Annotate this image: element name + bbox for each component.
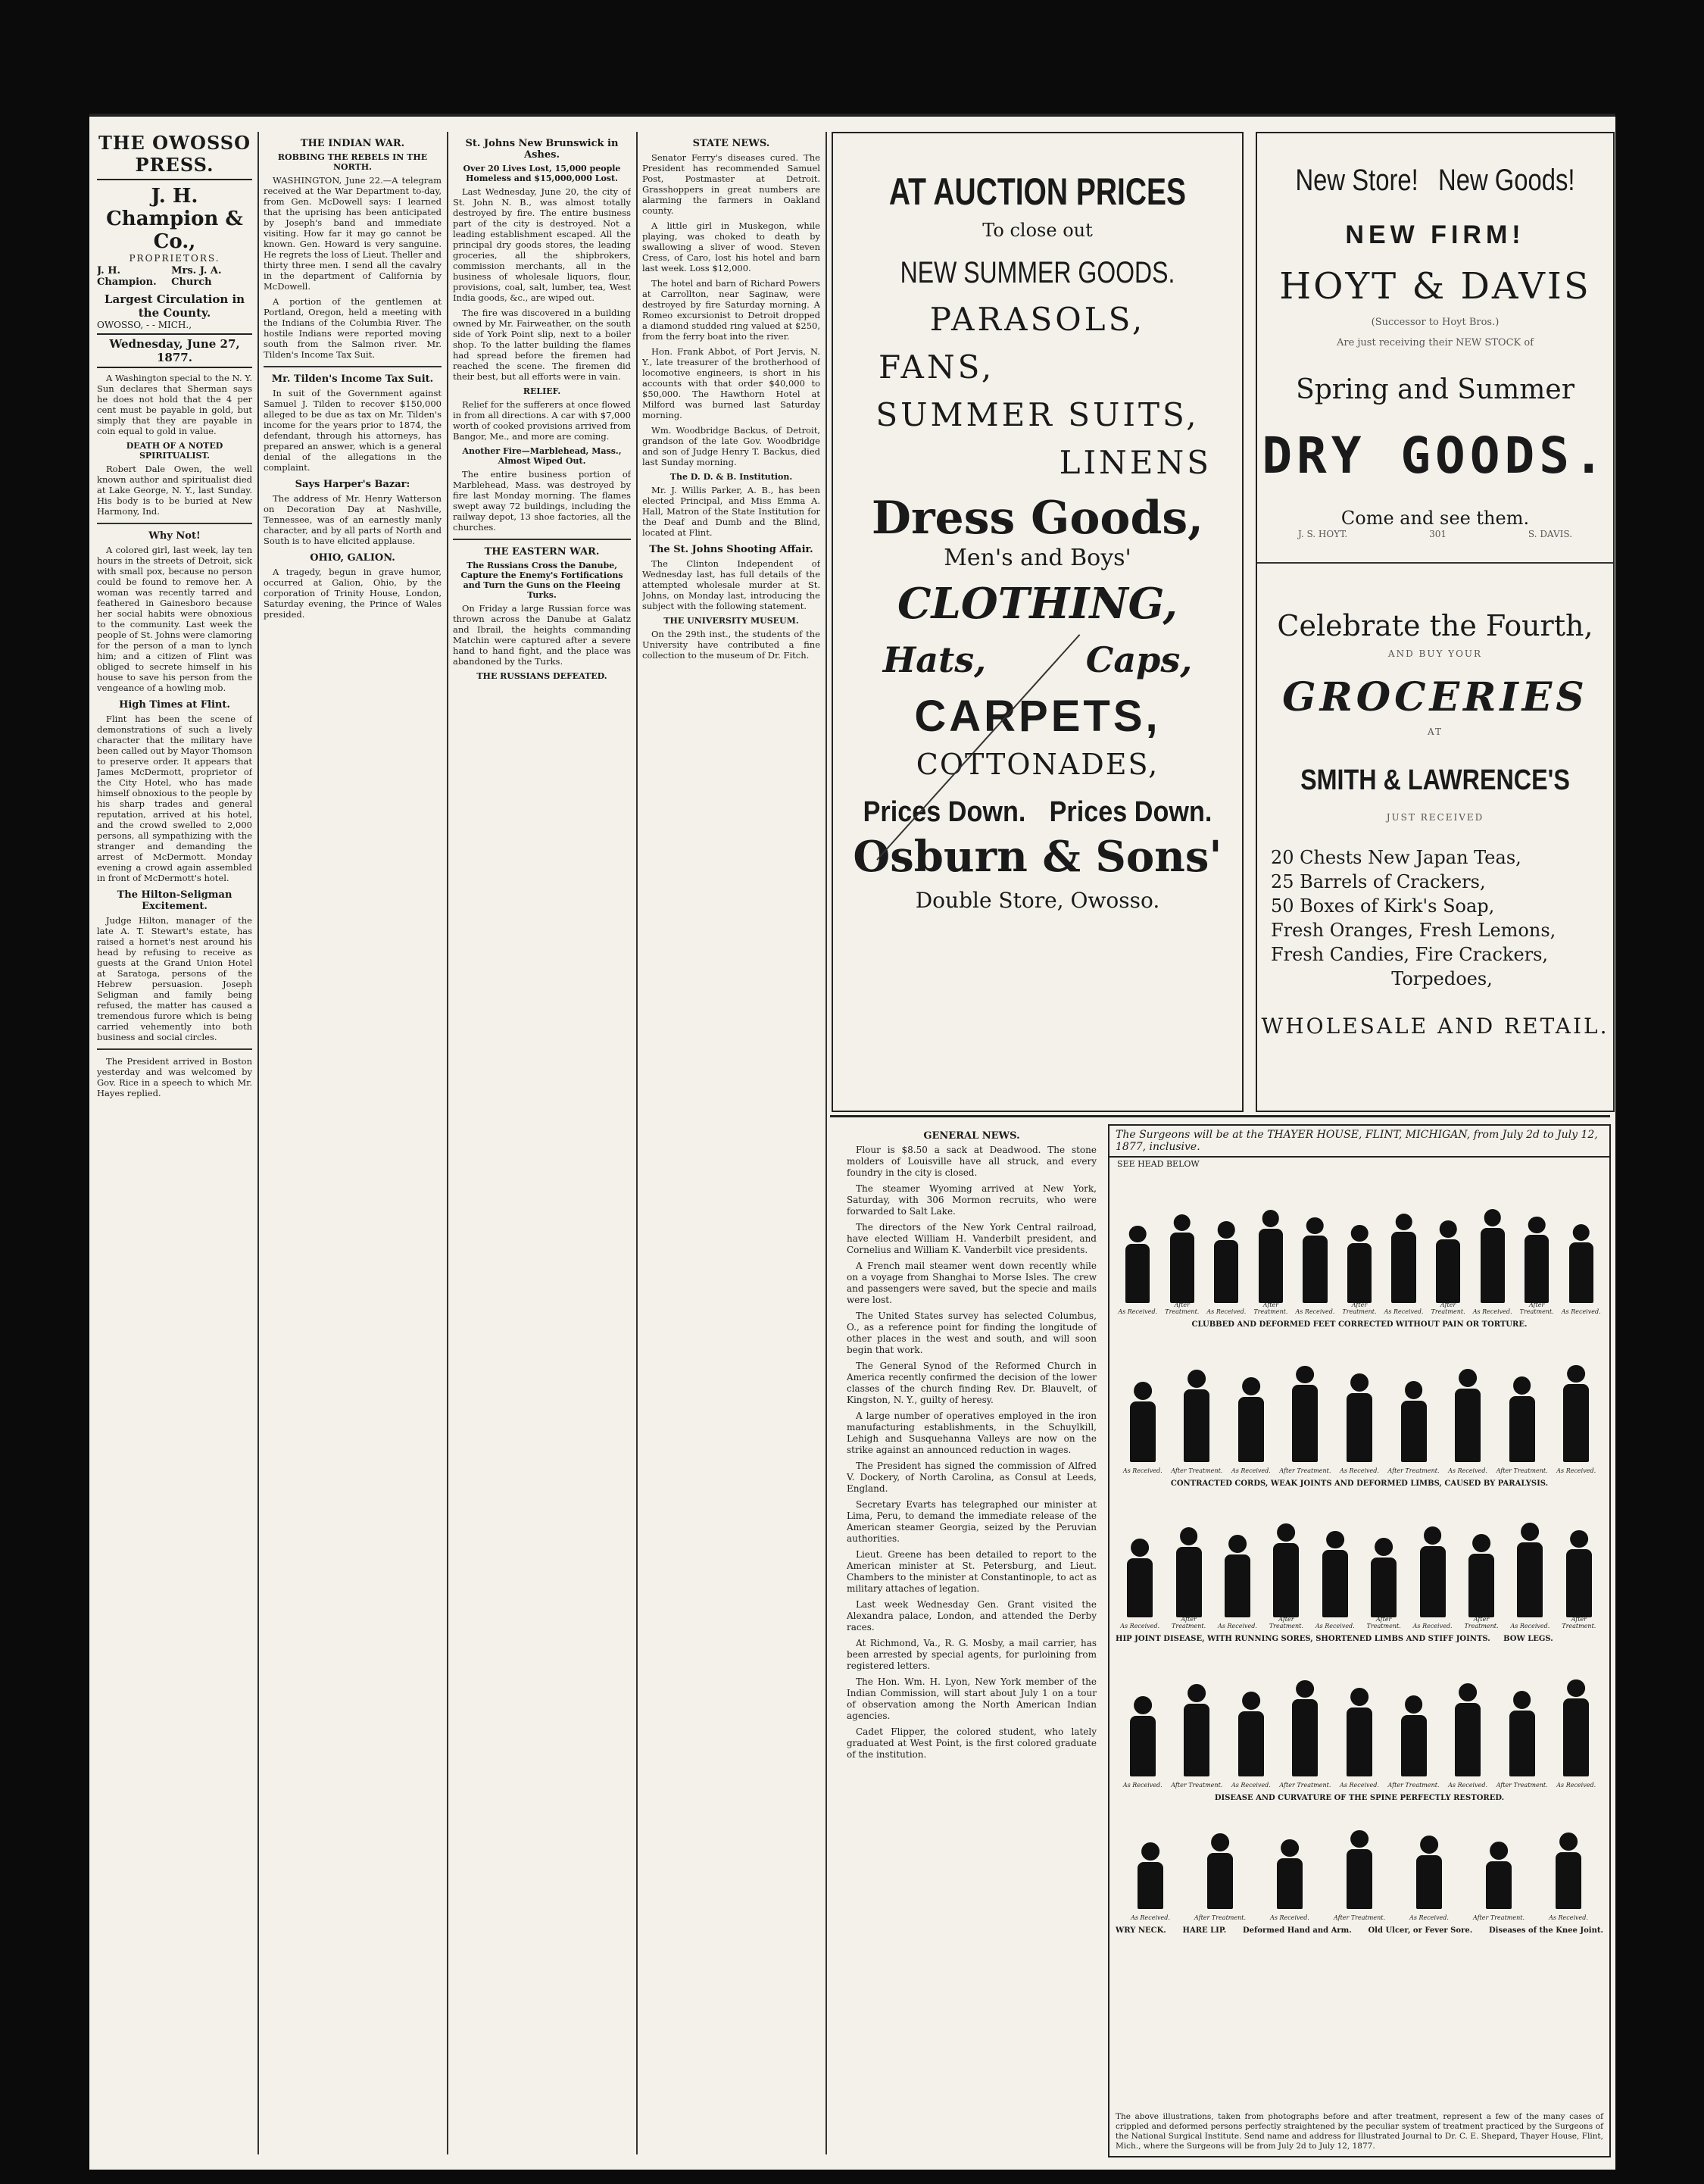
caption-band-3 (1116, 1629, 1603, 1643)
smith-groceries: GROCERIES (1282, 674, 1588, 720)
patient-figure (1391, 1232, 1415, 1303)
figure-label: After Treatment. (1333, 1914, 1386, 1921)
figure-label: After Treatment. (1279, 1467, 1331, 1474)
scan-border-left (0, 0, 89, 2184)
patient-figure (1509, 1396, 1535, 1462)
figure-label: As Received. (1218, 1623, 1257, 1629)
figure-label: As Received. (1556, 1467, 1596, 1474)
auction-goods: NEW SUMMER GOODS. (900, 256, 1175, 289)
auction-clothing: CLOTHING, (897, 579, 1178, 629)
patient-figure (1468, 1554, 1494, 1617)
patient-figure (1556, 1852, 1581, 1909)
patient-head (1350, 1373, 1369, 1392)
general-news-item: Lieut. Greene has been detailed to report to the American minister at St. Petersburg, and Lieut. Chambers to the minister at Constantinople, to act as military attaches of legation. (847, 1549, 1097, 1594)
patient-figure (1420, 1546, 1446, 1617)
patient-figure (1347, 1849, 1372, 1909)
column-rule-2 (447, 132, 448, 2154)
general-news-item: The directors of the New York Central railroad, have elected William H. Vanderbilt president, and Cornelius and William K. Vanderbilt vice presidents. (847, 1222, 1097, 1255)
surgeons-ad (1108, 1124, 1611, 2157)
figure-label: After Treatment. (1387, 1467, 1440, 1474)
caption-paralysis: CONTRACTED CORDS, WEAK JOINTS AND DEFORMED LIMBS, CAUSED BY PARALYSIS. (1170, 1479, 1549, 1488)
general-news-item: The United States survey has selected Columbus, O., as a reference point for finding the longitude of other places in the west and south, and will soon begin that work. (847, 1311, 1097, 1355)
state-news-body-3: The hotel and barn of Richard Powers at Carrollton, near Saginaw, were destroyed by fire Saturday morning. A Romeo excursionist to Detroit dropped a diamond studded ring valued at $250, from the ferry boat into the river. (642, 278, 820, 342)
stjohn-fire-sub: Over 20 Lives Lost, 15,000 people Homeless and $15,000,000 Lost. (463, 164, 621, 183)
figure-label: As Received. (1556, 1782, 1596, 1789)
hoyt-davis-ad (1256, 132, 1615, 1112)
patient-head (1572, 1224, 1590, 1242)
hoyt-spring: Spring and Summer (1296, 374, 1574, 405)
figure-label: As Received. (1340, 1782, 1379, 1789)
figure-label: As Received. (1340, 1467, 1379, 1474)
marblehead-body: The entire business portion of Marblehead, Mass. was destroyed by fire last Monday morning. The flames swept away 72 buildings, including the railway depot, 13 shoe factories, all the churches. (453, 469, 631, 533)
caption-hip (1116, 1635, 1603, 1643)
caption-spine: DISEASE AND CURVATURE OF THE SPINE PERFECTLY RESTORED. (1214, 1794, 1505, 1802)
figure-band-misc (1116, 1808, 1603, 1921)
figure-label: As Received. (1510, 1623, 1550, 1629)
hoyt-signatures (1257, 529, 1613, 539)
smith-and-buy: AND BUY YOUR (1387, 648, 1483, 659)
patient-head (1405, 1695, 1423, 1714)
patient-head (1277, 1523, 1295, 1542)
hilton-heading: The Hilton-Seligman Excitement. (117, 889, 233, 912)
patient-head (1567, 1365, 1585, 1383)
patient-figure (1322, 1550, 1348, 1617)
patient-head (1459, 1369, 1477, 1387)
figure-label: After Treatment. (1472, 1914, 1525, 1921)
general-news-item: Secretary Evarts has telegraphed our minister at Lima, Peru, to demand the immediate release of the American steamer Georgia, seized by the Peruvian authorities. (847, 1499, 1097, 1544)
patient-head (1472, 1534, 1490, 1552)
caption-band-4 (1116, 1789, 1603, 1802)
hilton-body: Judge Hilton, manager of the late A. T. Stewart's estate, has raised a hornet's nest around his head by refusing to receive as guests at the Grand Union Hotel at Saratoga, persons of the Hebrew persuasion. Joseph Seligman and family being refused, the matter has caused a tremendous furore which is being carried vehemently into both business and social circles. (97, 915, 252, 1042)
figure-label: After Treatment. (1171, 1467, 1223, 1474)
patient-head (1242, 1692, 1260, 1710)
patient-figure (1184, 1704, 1209, 1776)
auction-caps: Caps, (1085, 639, 1193, 680)
smith-lawrence-name: SMITH & LAWRENCE'S (1300, 764, 1570, 796)
smith-wholesale: WHOLESALE AND RETAIL. (1261, 1014, 1609, 1039)
general-news-item: Cadet Flipper, the colored student, who lately graduated at West Point, is the first colored graduate of the institution. (847, 1726, 1097, 1760)
smith-item: 50 Boxes of Kirk's Soap, (1271, 895, 1495, 917)
column-rule-1 (257, 132, 259, 2154)
patient-figure (1176, 1547, 1202, 1617)
patient-head (1570, 1530, 1588, 1548)
patient-head (1351, 1225, 1369, 1242)
stjohns-shooting-body: The Clinton Independent of Wednesday last, has full details of the attempted wholesale murder at St. Johns, on Monday last, introducing the subject with the following statement. (642, 558, 820, 611)
patient-head (1424, 1526, 1442, 1545)
general-news-item: The Hon. Wm. H. Lyon, New York member of the Indian Commission, will start about July 1 on a tour of observation among the North American Indian agencies. (847, 1676, 1097, 1721)
patient-head (1440, 1220, 1457, 1238)
patient-figure (1273, 1543, 1299, 1617)
figure-label: After Treatment. (1519, 1301, 1554, 1315)
patient-head (1242, 1377, 1260, 1395)
figure-label: As Received. (1231, 1467, 1271, 1474)
general-news-item: Flour is $8.50 a sack at Deadwood. The stone molders of Louisville have all struck, and every foundry in the city is closed. (847, 1145, 1097, 1178)
death-body: Robert Dale Owen, the well known author and spiritualist died at Lake George, N. Y., last Sunday. His body is to be buried at New Harmony, Ind. (97, 464, 252, 517)
auction-prices-left: Prices Down. (863, 796, 1026, 828)
caption-deformed-hand: Deformed Hand and Arm. (1243, 1926, 1352, 1935)
patient-figure (1170, 1233, 1194, 1303)
patient-head (1134, 1382, 1152, 1400)
patient-head (1513, 1376, 1531, 1395)
patient-figure (1563, 1384, 1589, 1462)
dd-institution-heading: The D. D. & B. Institution. (669, 472, 793, 482)
dd-institution-body: Mr. J. Willis Parker, A. B., has been elected Principal, and Miss Emma A. Hall, Matron of the State Institution for the Deaf and Dumb and the Blind, located at Flint. (642, 485, 820, 538)
figure-label: After Treatment. (1194, 1914, 1247, 1921)
figure-label: As Received. (1118, 1308, 1158, 1315)
patient-figure (1509, 1711, 1535, 1776)
patient-figure (1130, 1716, 1156, 1776)
hoyt-receiving: Are just receiving their NEW STOCK of (1336, 337, 1534, 348)
patient-head (1326, 1531, 1344, 1549)
patient-figure (1303, 1236, 1327, 1303)
figure-label: After Treatment. (1496, 1467, 1548, 1474)
article-intro (97, 373, 252, 436)
newspaper-page (89, 114, 1615, 2170)
smith-item: Torpedoes, (1391, 968, 1493, 989)
patient-head (1187, 1370, 1206, 1388)
general-news (847, 1124, 1097, 1765)
masthead-circulation: Largest Circulation in the County. (104, 292, 245, 320)
auction-subtitle: To close out (982, 220, 1093, 241)
smith-item: 25 Barrels of Crackers, (1271, 871, 1486, 892)
patient-figure (1436, 1239, 1460, 1303)
caption-band-5 (1116, 1921, 1603, 1935)
masthead-proprietors: PROPRIETORS. (129, 253, 220, 264)
high-times-heading: High Times at Flint. (119, 699, 230, 711)
figure-label: As Received. (1561, 1308, 1601, 1315)
patient-head (1297, 1366, 1315, 1384)
patient-figure (1347, 1243, 1372, 1303)
auction-prices-ad (832, 132, 1244, 1112)
patient-figure (1416, 1855, 1442, 1909)
patient-head (1141, 1842, 1159, 1861)
general-news-heading: GENERAL NEWS. (923, 1130, 1020, 1142)
caption-band-1 (1116, 1315, 1603, 1329)
figure-label: As Received. (1409, 1914, 1449, 1921)
masthead-name-1: J. H. Champion. (97, 265, 157, 288)
masthead-publisher: J. H. Champion & Co., (106, 185, 243, 253)
caption-wry-neck: WRY NECK. (1116, 1926, 1166, 1935)
patient-figure (1401, 1715, 1427, 1776)
patient-figure (1569, 1242, 1593, 1303)
patient-figure (1125, 1244, 1150, 1303)
patient-figure (1238, 1397, 1264, 1462)
patient-figure (1566, 1549, 1592, 1617)
column-4 (642, 132, 820, 2162)
masthead-title: THE OWOSSO PRESS. (97, 132, 252, 180)
section-divider (830, 1115, 1610, 1117)
hoyt-dry-goods: DRY GOODS. (1262, 426, 1609, 485)
hoyt-come: Come and see them. (1340, 508, 1530, 529)
patient-head (1559, 1832, 1578, 1851)
figure-label: After Treatment. (1464, 1616, 1499, 1629)
patient-figure (1238, 1711, 1264, 1776)
caption-old-ulcer: Old Ulcer, or Fever Sore. (1368, 1926, 1473, 1935)
auction-fans: FANS, (879, 348, 995, 386)
tilden-body: In suit of the Government against Samuel J. Tilden to recover $150,000 alleged to be due as tax on Mr. Tilden's income for the years prior to 1874, the defendant, through his attorneys, has prepared an answer, which is a general denial of the allegations in the complaint. (264, 388, 442, 473)
figure-band-hip (1116, 1493, 1603, 1629)
patient-head (1490, 1842, 1508, 1860)
hoyt-sig-left: J. S. HOYT. (1297, 529, 1348, 539)
auction-osburn: Osburn & Sons' (853, 832, 1222, 882)
auction-dress-goods: Dress Goods, (871, 492, 1204, 545)
harper-heading: Says Harper's Bazar: (295, 479, 410, 490)
patient-head (1129, 1226, 1147, 1243)
caption-misc (1116, 1926, 1603, 1935)
state-news-body-4: Hon. Frank Abbot, of Port Jervis, N. Y., late treasurer of the brotherhood of locomotive engineers, is short in his accounts with that order $40,000 to $50,000. The Hawthorn Hotel at Milford was burned last Saturday morning. (642, 346, 820, 420)
smith-fourth: Celebrate the Fourth, (1277, 609, 1593, 642)
figure-label: After Treatment. (1269, 1616, 1303, 1629)
patient-figure (1127, 1558, 1153, 1617)
figure-label: As Received. (1131, 1914, 1170, 1921)
auction-hats-caps (833, 639, 1242, 680)
stjohn-fire-heading: St. Johns New Brunswick in Ashes. (465, 138, 619, 161)
figure-label: As Received. (1384, 1308, 1424, 1315)
figure-label: As Received. (1448, 1467, 1488, 1474)
masthead-name-2: Mrs. J. A. Church (171, 265, 222, 288)
figure-label: As Received. (1472, 1308, 1512, 1315)
figure-label: As Received. (1120, 1623, 1160, 1629)
end-note: The President arrived in Boston yesterday and was welcomed by Gov. Rice in a speech to which Mr. Hayes replied. (97, 1056, 252, 1098)
patient-figure (1455, 1389, 1481, 1462)
patient-figure (1371, 1558, 1397, 1617)
russians-defeated-heading: THE RUSSIANS DEFEATED. (476, 671, 607, 681)
hoyt-sig-mid: 301 (1429, 529, 1447, 539)
surgeons-read-below: SEE HEAD BELOW (1117, 1159, 1200, 1169)
university-museum-heading: THE UNIVERSITY MUSEUM. (663, 616, 799, 626)
general-news-item: The General Synod of the Reformed Church in America recently confirmed the decision of the lower classes of the church finding Rev. Dr. Blauvelt, of Kingston, N. Y., guilty of heresy. (847, 1361, 1097, 1405)
figure-label: As Received. (1295, 1308, 1335, 1315)
stjohn-fire-body-2: The fire was discovered in a building owned by Mr. Fairweather, on the south side of York Point slip, next to a boiler shop. To the latter building the flames had spread before the firemen had reached the scene. The firemen did their best, but all efforts were in vain. (453, 308, 631, 382)
hoyt-name: HOYT & DAVIS (1279, 265, 1591, 308)
caption-hip-text: HIP JOINT DISEASE, WITH RUNNING SORES, SHORTENED LIMBS AND STIFF JOINTS. (1116, 1635, 1490, 1643)
caption-bow-legs: BOW LEGS. (1503, 1635, 1553, 1643)
figure-label: As Received. (1412, 1623, 1453, 1629)
patient-figure (1138, 1862, 1163, 1909)
patient-head (1521, 1523, 1539, 1541)
caption-hare-lip: HARE LIP. (1182, 1926, 1227, 1935)
patient-head (1567, 1679, 1585, 1698)
patient-figure (1214, 1240, 1238, 1303)
caption-band-2 (1116, 1474, 1603, 1488)
hoyt-successor: (Successor to Hoyt Bros.) (1371, 317, 1500, 328)
patient-head (1420, 1836, 1438, 1854)
figure-label: After Treatment. (1165, 1301, 1200, 1315)
patient-head (1180, 1527, 1198, 1545)
patient-head (1350, 1688, 1369, 1706)
figure-label: After Treatment. (1366, 1616, 1401, 1629)
patient-head (1228, 1535, 1247, 1553)
hoyt-new-firm: NEW FIRM! (1345, 220, 1525, 249)
scan-border-right (1615, 0, 1704, 2184)
state-news-heading: STATE NEWS. (692, 138, 770, 149)
surgeons-footer: The above illustrations, taken from photographs before and after treatment, represent a few of the many cases of crippled and deformed persons perfectly straightened by the peculiar system of treatment practiced by the Surgeons of the National Surgical Institute. Send name and address for Illustrated Journal to Dr. C. E. Shepard, Thayer House, Flint, Mich., where the Surgeons will be from July 2d to July 12, 1877. (1116, 2112, 1603, 2151)
auction-mens: Men's and Boys' (944, 545, 1131, 571)
marblehead-heading: Another Fire—Marblehead, Mass., Almost Wiped Out. (462, 446, 622, 466)
figure-label: As Received. (1270, 1914, 1309, 1921)
patient-head (1513, 1691, 1531, 1709)
stjohn-fire-body-1: Last Wednesday, June 20, the city of St. John N. B., was almost totally destroyed by fire. The entire business part of the city is destroyed. Not a leading establishment escaped. All the principal dry goods stores, the leading groceries, all the shipbrokers, commission merchants, all in the business of wholesale liquors, flour, provisions, coal, salt, lumber, tea, West India goods, &c., are wiped out. (453, 186, 631, 303)
surgeons-header: The Surgeons will be at the THAYER HOUSE, FLINT, MICHIGAN, from July 2d to July 12, 1877, inclusive. (1109, 1126, 1609, 1158)
scan-border-top (0, 0, 1704, 114)
hoyt-new-store: New Store! (1295, 164, 1418, 197)
indian-war-body-2: A portion of the gentlemen at Portland, Oregon, held a meeting with the Indians of the Columbia River. The hostile Indians were reported moving south from the Salmon river. Mr. Tilden's Income Tax Suit. (264, 296, 442, 360)
patient-figure (1347, 1708, 1372, 1777)
figure-label: As Received. (1231, 1782, 1271, 1789)
state-news-body-2: A little girl in Muskegon, while playing, was choked to death by swallowing a sliver of wood. Steven Cress, of Caro, lost his hotel and barn last week. Loss $12,000. (642, 220, 820, 273)
column-2 (264, 132, 442, 2162)
patient-head (1405, 1381, 1423, 1399)
masthead-names (97, 265, 252, 288)
patient-head (1375, 1538, 1393, 1556)
masthead-date: Wednesday, June 27, 1877. (97, 333, 252, 368)
figure-label: As Received. (1206, 1308, 1247, 1315)
patient-figure (1481, 1228, 1505, 1303)
patient-head (1306, 1217, 1324, 1235)
patient-figure (1455, 1703, 1481, 1776)
figure-label: After Treatment. (1171, 1782, 1223, 1789)
patient-figure (1225, 1554, 1250, 1617)
general-news-item: The President has signed the commission of Alfred V. Dockery, of North Carolina, as Consul at Leeds, England. (847, 1461, 1097, 1494)
patient-figure (1525, 1235, 1549, 1303)
figure-label: After Treatment. (1562, 1616, 1596, 1629)
why-body: A colored girl, last week, lay ten hours in the streets of Detroit, sick with small pox, because no person could be found to remove her. A woman was recently tarred and feathered in Gainesboro because her social habits were obnoxious to the community. Last week the people of St. Johns were clamoring for the person of a man to lynch him; and a citizen of Flint was obliged to secrete himself in his house to save his person from the vengeance of a howling mob. (97, 545, 252, 693)
indian-war-heading: THE INDIAN WAR. (300, 138, 405, 149)
patient-head (1187, 1684, 1206, 1702)
smith-items (1257, 845, 1613, 991)
eastern-war-sub: The Russians Cross the Danube, Capture the Enemy's Fortifications and Turn the Guns on the Fleeing Turks. (460, 561, 623, 600)
general-news-item: A large number of operatives employed in the iron manufacturing establishments, in the Schuylkill, Lehigh and Susquehanna Valleys are now on the strike against an announced reduction in wages. (847, 1411, 1097, 1455)
auction-carpets: CARPETS, (914, 692, 1161, 741)
ohio-heading: OHIO, GALION. (310, 552, 395, 564)
eastern-war-heading: THE EASTERN WAR. (484, 546, 600, 558)
figure-label: After Treatment. (1496, 1782, 1548, 1789)
auction-parasols: PARASOLS, (929, 301, 1146, 338)
figure-label: As Received. (1549, 1914, 1588, 1921)
column-3 (453, 132, 631, 2162)
death-heading: DEATH OF A NOTED SPIRITUALIST. (126, 441, 223, 461)
patient-figure (1259, 1229, 1283, 1303)
indian-war-body-1: WASHINGTON, June 22.—A telegram received at the War Department to-day, from Gen. McDowell says: I learned that the uprising has been anticipated by Joseph's band and immediate visiting. How far it may go cannot be known. Gen. Howard is very sanguine. He regrets the loss of Lieut. Theller and thirty three men. I send all the cavalry in the department of California by McDowell. (264, 175, 442, 292)
harper-body: The address of Mr. Henry Watterson on Decoration Day at Nashville, Tennessee, was of an earnestly manly character, and by all parts of North and South is to have elicited applause. (264, 493, 442, 546)
patient-figure (1184, 1389, 1209, 1462)
smith-item: Fresh Oranges, Fresh Lemons, (1271, 920, 1556, 941)
smith-item: Fresh Candies, Fire Crackers, (1271, 944, 1549, 965)
relief-heading: RELIEF. (523, 386, 561, 396)
patient-head (1134, 1696, 1152, 1714)
patient-head (1350, 1830, 1369, 1848)
general-news-item: A French mail steamer went down recently while on a voyage from Shanghai to Morse Isles. The crew and passengers were saved, but the specie and mails were lost. (847, 1261, 1097, 1305)
auction-summer-suits: SUMMER SUITS, (875, 396, 1200, 433)
indian-war-sub: ROBBING THE REBELS IN THE NORTH. (277, 152, 428, 172)
patient-figure (1517, 1542, 1543, 1617)
university-museum-body: On the 29th inst., the students of the University have contributed a fine collection to the museum of Dr. Fitch. (642, 629, 820, 661)
figure-label: After Treatment. (1431, 1301, 1465, 1315)
patient-head (1218, 1221, 1235, 1239)
state-news-body-5: Wm. Woodbridge Backus, of Detroit, grandson of the late Gov. Woodbridge and son of Judge Henry T. Backus, died last Sunday morning. (642, 425, 820, 467)
state-news-body-1: Senator Ferry's diseases cured. The President has recommended Samuel Post, Postmaster at Detroit. Grasshoppers in great numbers are alarming the farmers in Oakland county. (642, 152, 820, 216)
why-heading: Why Not! (148, 530, 201, 542)
figure-label: As Received. (1448, 1782, 1488, 1789)
tilden-heading: Mr. Tilden's Income Tax Suit. (271, 373, 434, 385)
auction-prices-right: Prices Down. (1049, 796, 1212, 828)
auction-headline: AT AUCTION PRICES (888, 170, 1187, 213)
patient-figure (1563, 1698, 1589, 1776)
patient-figure (1277, 1858, 1303, 1909)
patient-head (1528, 1217, 1546, 1234)
ohio-body: A tragedy, begun in grave humor, occurred at Galion, Ohio, by the corporation of Trinity House, London, Saturday evening, the Prince of Wales presided. (264, 567, 442, 620)
patient-figure (1292, 1385, 1318, 1462)
smith-received: JUST RECEIVED (1386, 812, 1484, 823)
patient-head (1281, 1839, 1299, 1857)
figure-label: As Received. (1122, 1782, 1163, 1789)
hoyt-new-goods: New Goods! (1438, 164, 1575, 197)
figure-band-paralysis (1116, 1334, 1603, 1474)
column-1 (97, 132, 252, 2162)
caption-knee-joint: Diseases of the Knee Joint. (1488, 1926, 1603, 1935)
auction-linens: LINENS (1059, 444, 1212, 481)
patient-head (1395, 1214, 1412, 1231)
figure-band-clubfoot (1116, 1179, 1603, 1315)
hoyt-top-line (1289, 164, 1581, 198)
figure-label: As Received. (1122, 1467, 1163, 1474)
patient-figure (1207, 1853, 1233, 1909)
caption-clubfoot: CLUBBED AND DEFORMED FEET CORRECTED WITHOUT PAIN OR TORTURE. (1191, 1320, 1528, 1329)
figure-band-spine (1116, 1648, 1603, 1789)
figure-label: After Treatment. (1172, 1616, 1206, 1629)
column-rule-4 (825, 132, 827, 2154)
patient-figure (1292, 1699, 1318, 1776)
hoyt-sig-right: S. DAVIS. (1528, 529, 1573, 539)
high-times-body: Flint has been the scene of demonstrations of such a lively character that the military have been called out by Mayor Thomson to preserve order. It appears that James McDermott, proprietor of the City Hotel, who has made himself obnoxious to the people by his sharp trades and general reputation, arrived at his hotel, and the crowd swelled to 2,000 persons, all sympathizing with the stranger and demanding the arrest of McDermott. Monday evening a crowd again assembled in front of McDermott's hotel. (97, 714, 252, 883)
auction-double-store: Double Store, Owosso. (915, 888, 1160, 913)
patient-head (1484, 1209, 1501, 1226)
auction-hats: Hats, (882, 639, 987, 680)
article-intro-text: A Washington special to the N. Y. Sun declares that Sherman says he does not hold that the 4 per cent must be payable in gold, but simply that they are payable in coin equal to gold in value. (97, 373, 252, 436)
patient-head (1297, 1680, 1315, 1698)
patient-figure (1130, 1401, 1156, 1462)
figure-label: After Treatment. (1387, 1782, 1440, 1789)
patient-figure (1486, 1861, 1512, 1909)
figure-label: After Treatment. (1279, 1782, 1331, 1789)
auction-cottonades: COTTONADES, (916, 748, 1159, 781)
patient-head (1211, 1833, 1229, 1851)
stjohns-shooting-heading: The St. Johns Shooting Affair. (649, 544, 813, 555)
smith-at: AT (1427, 726, 1443, 737)
eastern-war-body: On Friday a large Russian force was thrown across the Danube at Galatz and Ibrail, the heights commanding Matchin were captured after a severe hand to hand fight, and the place was abandoned by the Turks. (453, 603, 631, 667)
patient-head (1459, 1683, 1477, 1701)
patient-head (1174, 1214, 1191, 1232)
general-news-item: At Richmond, Va., R. G. Mosby, a mail carrier, has been arrested by special agents, for purloining from registered letters. (847, 1638, 1097, 1671)
general-news-item: The steamer Wyoming arrived at New York, Saturday, with 306 Mormon recruits, who were forwarded to Salt Lake. (847, 1183, 1097, 1217)
relief-body: Relief for the sufferers at once flowed in from all directions. A car with $7,000 worth of cooked provisions arrived from Bangor, Me., and more are coming. (453, 399, 631, 442)
patient-head (1262, 1210, 1280, 1227)
patient-head (1131, 1539, 1149, 1557)
general-news-item: Last week Wednesday Gen. Grant visited the Alexandra palace, London, and attended the Derby races. (847, 1599, 1097, 1633)
smith-item: 20 Chests New Japan Teas, (1271, 847, 1521, 868)
patient-figure (1347, 1393, 1372, 1463)
column-rule-3 (636, 132, 638, 2154)
figure-label: After Treatment. (1342, 1301, 1377, 1315)
patient-figure (1401, 1401, 1427, 1462)
masthead-location: OWOSSO, - - MICH., (97, 320, 192, 330)
figure-label: As Received. (1315, 1623, 1355, 1629)
figure-label: After Treatment. (1253, 1301, 1288, 1315)
